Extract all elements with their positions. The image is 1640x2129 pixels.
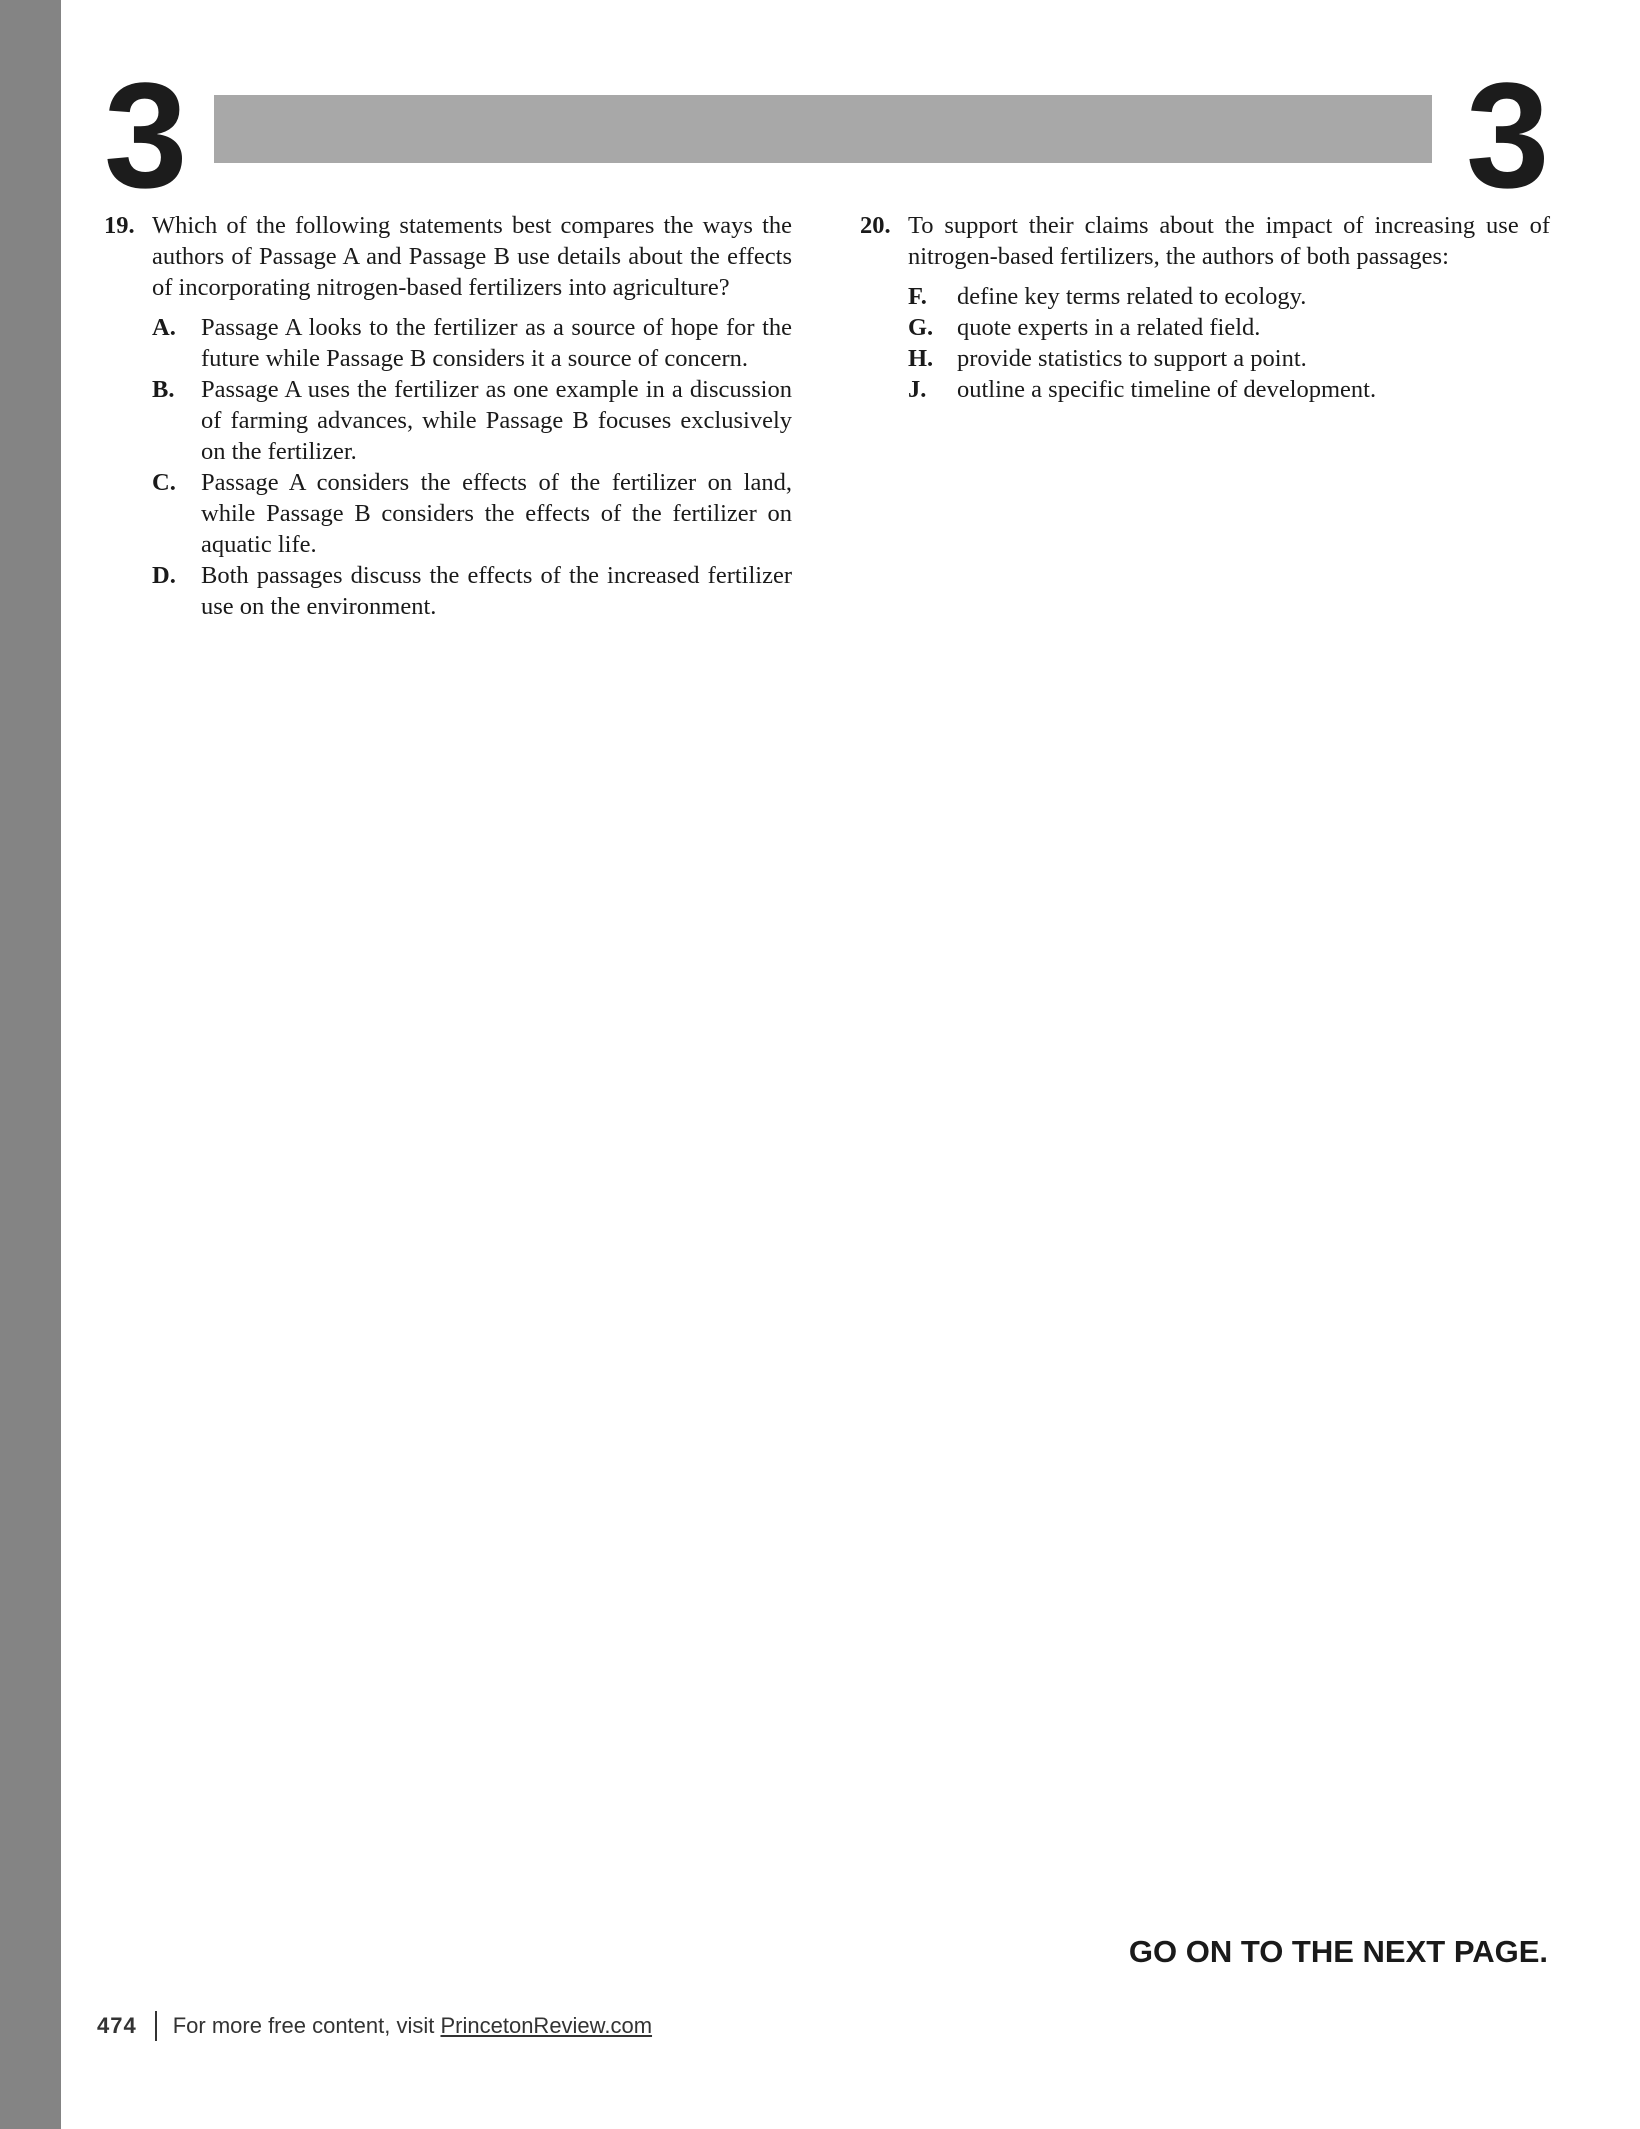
page-footer (97, 2011, 652, 2041)
princeton-review-link[interactable]: PrincetonReview.com (440, 2013, 653, 2038)
option-letter: B. (152, 376, 175, 403)
footer-text: For more free content, visit (172, 2013, 441, 2038)
question-20-stem-row (860, 210, 1550, 272)
page-edge-strip (0, 0, 61, 2129)
answer-option-h[interactable] (908, 343, 1550, 374)
answer-option-b[interactable] (152, 374, 792, 467)
option-letter: G. (908, 314, 934, 341)
section-number-right: 3 (1466, 51, 1550, 219)
answer-options (908, 281, 1550, 405)
option-text: provide statistics to support a point. (957, 345, 1307, 372)
option-letter: D. (152, 562, 176, 589)
answer-option-c[interactable] (152, 467, 792, 560)
option-text: quote experts in a related field. (957, 314, 1261, 341)
option-text: define key terms related to ecology. (957, 283, 1307, 310)
answer-option-a[interactable] (152, 312, 792, 374)
answer-options (152, 312, 792, 622)
question-stem: To support their claims about the impact of increasing use of nitrogen-based fertilizers, the authors of both passages: (908, 212, 1550, 270)
question-19-stem-row (104, 210, 792, 303)
go-on-notice: GO ON TO THE NEXT PAGE. (1128, 1934, 1548, 1969)
question-number: 19. (104, 212, 135, 239)
option-text: outline a specific timeline of development. (957, 376, 1377, 403)
option-letter: C. (152, 469, 176, 496)
answer-option-j[interactable] (908, 374, 1550, 405)
answer-option-f[interactable] (908, 281, 1550, 312)
question-20 (860, 210, 1550, 405)
answer-option-d[interactable] (152, 560, 792, 622)
page-number: 474 (97, 2013, 137, 2038)
option-text: Passage A looks to the fertilizer as a source of hope for the future while Passage B considers it a source of concern. (201, 314, 792, 372)
option-text: Passage A uses the fertilizer as one example in a discussion of farming advances, while Passage B focuses exclusively on the fertilizer. (201, 376, 792, 465)
section-header-bar (214, 95, 1432, 163)
option-letter: F. (908, 283, 927, 310)
question-number: 20. (860, 212, 891, 239)
question-19 (104, 210, 792, 622)
answer-option-g[interactable] (908, 312, 1550, 343)
option-letter: J. (908, 376, 927, 403)
option-text: Passage A considers the effects of the fertilizer on land, while Passage B considers the effects of the fertilizer on aquatic life. (201, 469, 792, 558)
option-letter: H. (908, 345, 934, 372)
section-number-left: 3 (104, 51, 188, 219)
question-stem: Which of the following statements best compares the ways the authors of Passage A and Passage B use details about the effects of incorporating nitrogen-based fertilizers into agriculture? (152, 212, 792, 301)
option-text: Both passages discuss the effects of the increased fertilizer use on the environment. (201, 562, 792, 620)
footer-divider (155, 2011, 157, 2041)
option-letter: A. (152, 314, 176, 341)
